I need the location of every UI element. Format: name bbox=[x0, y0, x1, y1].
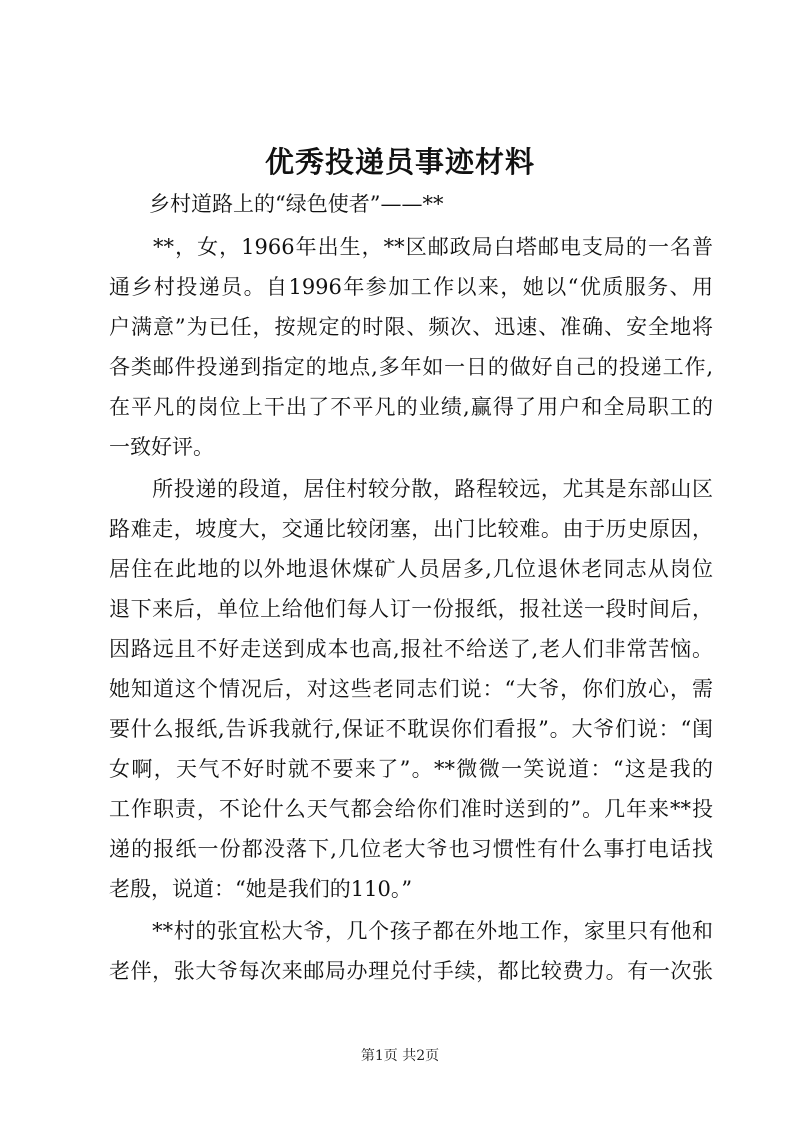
paragraph-1-line-1: **，女，1966年出生，**区邮政局白塔邮电支局的一名普 bbox=[109, 235, 713, 259]
document-title: 优秀投递员事迹材料 bbox=[264, 145, 535, 179]
paragraph-2-line-11: 老殷，说道：“她是我们的110。” bbox=[109, 877, 413, 901]
paragraph-2-line-3: 居住在此地的以外地退休煤矿人员居多,几位退休老同志从岗位 bbox=[109, 557, 713, 581]
paragraph-3-line-2: 老伴，张大爷每次来邮局办理兑付手续，都比较费力。有一次张 bbox=[109, 959, 713, 983]
paragraph-3-line-1: **村的张宜松大爷，几个孩子都在外地工作，家里只有他和 bbox=[109, 919, 713, 943]
paragraph-2-line-10: 递的报纸一份都没落下,几位老大爷也习惯性有什么事打电话找 bbox=[109, 837, 713, 861]
paragraph-2-line-7: 要什么报纸,告诉我就行,保证不耽误你们看报”。大爷们说：“闺 bbox=[109, 717, 713, 741]
page-footer: 第1页 共2页 bbox=[360, 1048, 440, 1064]
paragraph-1-line-2: 通乡村投递员。自1996年参加工作以来，她以“优质服务、用 bbox=[109, 275, 713, 299]
paragraph-1-line-5: 在平凡的岗位上干出了不平凡的业绩,赢得了用户和全局职工的 bbox=[109, 395, 713, 419]
paragraph-2-line-8: 女啊，天气不好时就不要来了”。**微微一笑说道：“这是我的 bbox=[109, 757, 713, 781]
paragraph-1-line-4: 各类邮件投递到指定的地点,多年如一日的做好自己的投递工作, bbox=[109, 355, 713, 379]
paragraph-2-line-6: 她知道这个情况后，对这些老同志们说：“大爷，你们放心，需 bbox=[109, 677, 713, 701]
paragraph-2-line-1: 所投递的段道，居住村较分散，路程较远，尤其是东部山区 bbox=[109, 477, 713, 501]
paragraph-1-line-3: 户满意”为已任，按规定的时限、频次、迅速、准确、安全地将 bbox=[109, 315, 713, 339]
document-subtitle: 乡村道路上的“绿色使者”——** bbox=[149, 192, 444, 216]
paragraph-2-line-4: 退下来后，单位上给他们每人订一份报纸，报社送一段时间后， bbox=[109, 597, 713, 621]
paragraph-2-line-5: 因路远且不好走送到成本也高,报社不给送了,老人们非常苦恼。 bbox=[109, 637, 713, 661]
paragraph-2-line-2: 路难走，坡度大，交通比较闭塞，出门比较难。由于历史原因， bbox=[109, 517, 713, 541]
paragraph-1-line-6: 一致好评。 bbox=[109, 435, 214, 459]
paragraph-2-line-9: 工作职责，不论什么天气都会给你们准时送到的”。几年来**投 bbox=[109, 797, 713, 821]
